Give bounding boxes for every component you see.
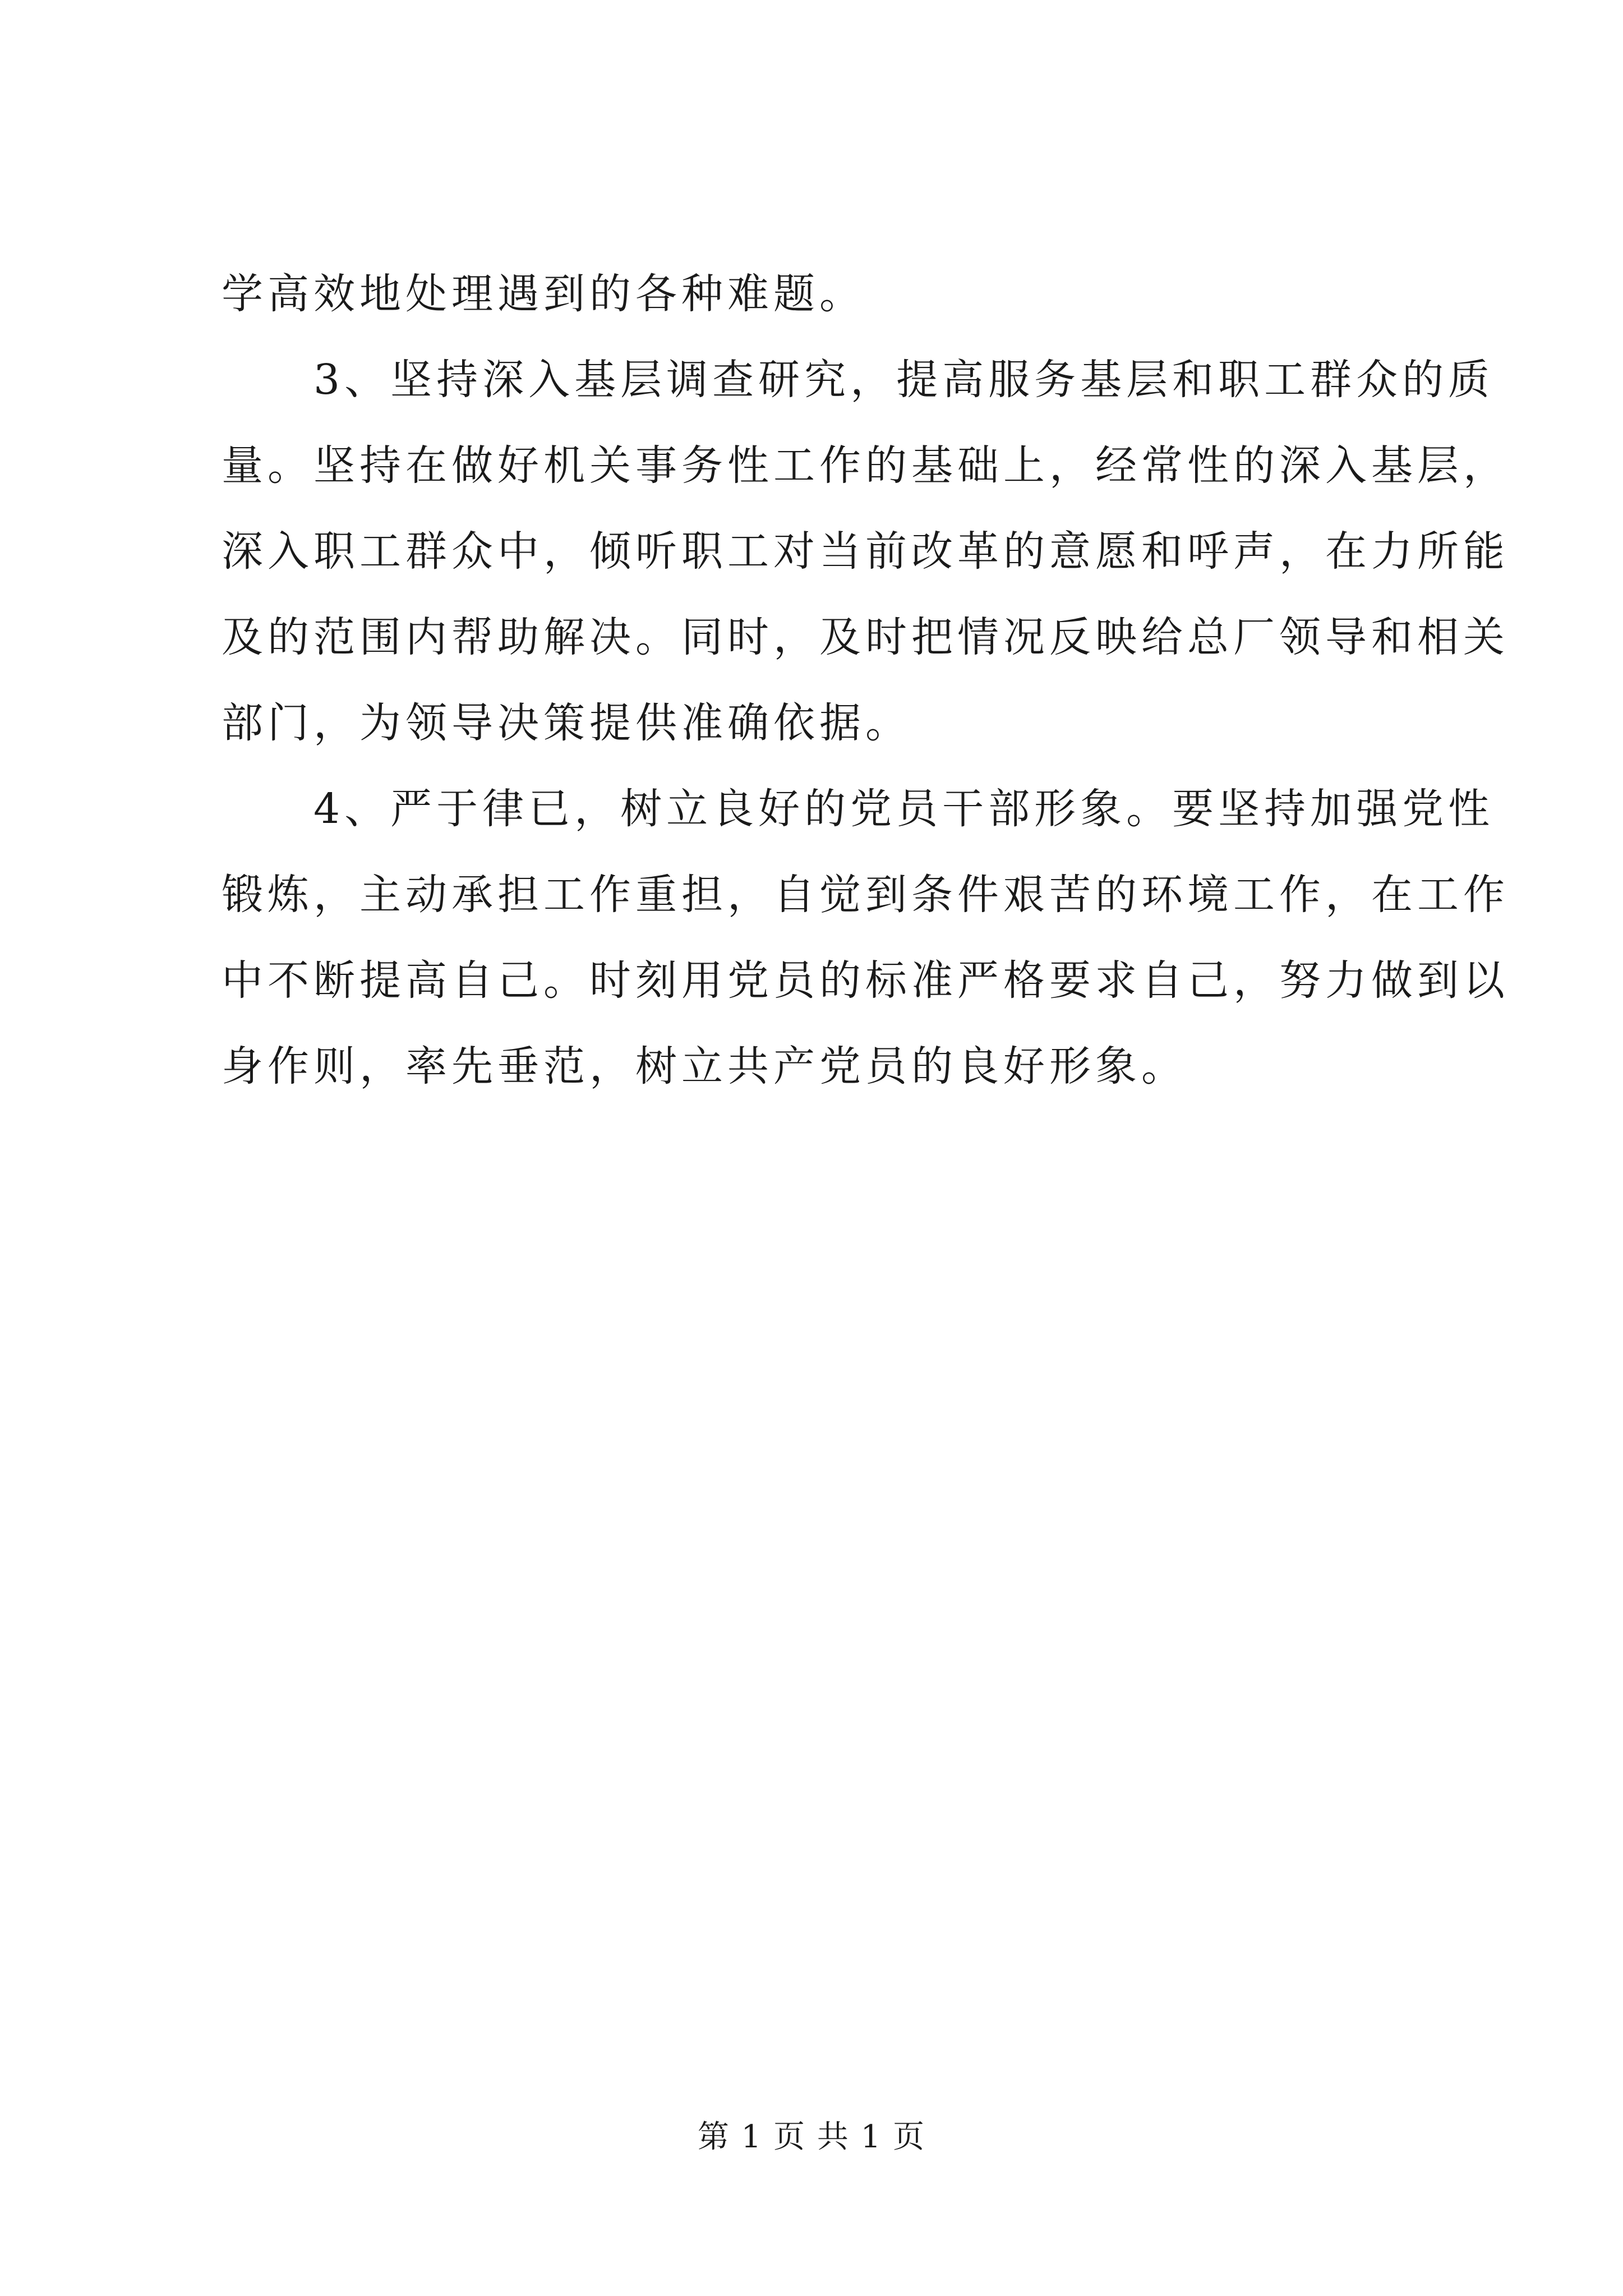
page-number-footer: 第 1 页 共 1 页 — [697, 2119, 926, 2155]
text-line: 及的范围内帮助解决。同时，及时把情况反映给总厂领导和相关 — [222, 613, 1509, 661]
document-body — [222, 251, 1509, 1110]
text-line: 身作则，率先垂范，树立共产党员的良好形象。 — [222, 1042, 1187, 1091]
text-line: 量。坚持在做好机关事务性工作的基础上，经常性的深入基层， — [222, 441, 1509, 490]
text-line: 深入职工群众中，倾听职工对当前改革的意愿和呼声，在力所能 — [222, 527, 1509, 576]
text-line: 3、坚持深入基层调查研究，提高服务基层和职工群众的质 — [222, 356, 1495, 404]
text-line: 学高效地处理遇到的各种难题。 — [222, 270, 865, 318]
text-line: 锻炼，主动承担工作重担，自觉到条件艰苦的环境工作，在工作 — [222, 871, 1509, 919]
text-line: 部门，为领导决策提供准确依据。 — [222, 699, 911, 747]
text-line: 4、严于律已，树立良好的党员干部形象。要坚持加强党性 — [222, 785, 1495, 833]
text-line: 中不断提高自己。时刻用党员的标准严格要求自己，努力做到以 — [222, 956, 1509, 1005]
